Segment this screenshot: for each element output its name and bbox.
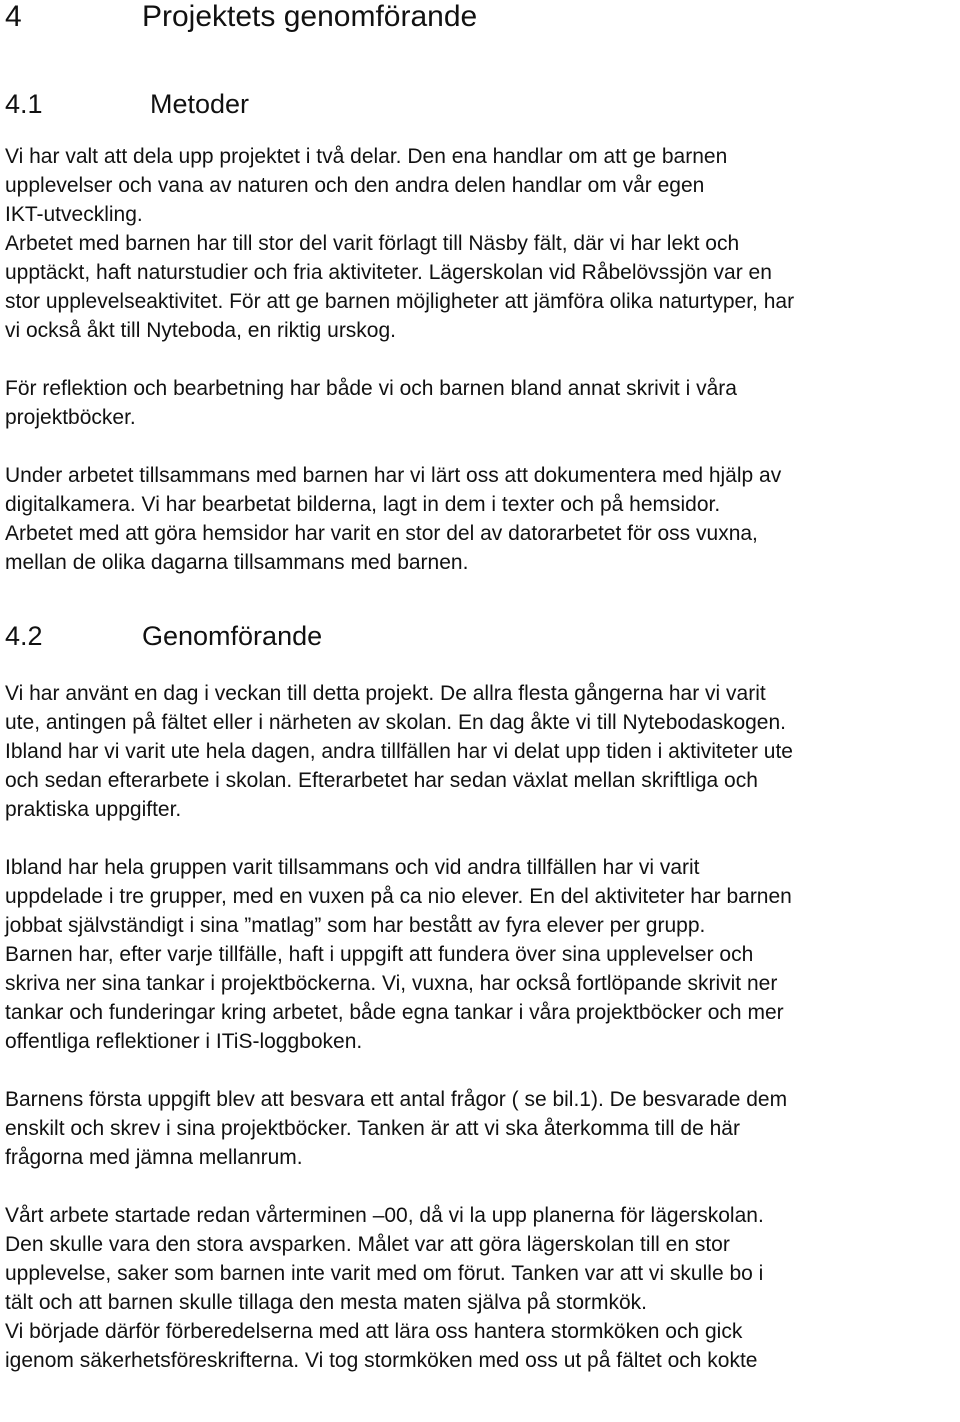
chapter-title: Projektets genomförande xyxy=(142,0,478,33)
document-page xyxy=(5,0,957,1375)
section-body-methods xyxy=(5,142,957,577)
chapter-number: 4 xyxy=(5,0,22,33)
paragraph: Barnens första uppgift blev att besvara ett antal frågor ( se bil.1). De besvarade dem enskilt och skrev i sina projektböcker. Tanken är att vi ska återkomma till de här frågorna med jämna mellanrum. xyxy=(5,1088,788,1169)
section-number: 4.1 xyxy=(5,89,43,119)
paragraph: Vi har valt att dela upp projektet i två delar. Den ena handlar om att ge barnen upplevelser och vana av naturen och den andra delen handlar om vår egen IKT-utveckling. xyxy=(5,145,728,226)
paragraph: Under arbetet tillsammans med barnen har vi lärt oss att dokumentera med hjälp av digitalkamera. Vi har bearbetat bilderna, lagt in dem i texter och på hemsidor. Arbetet med att göra hemsidor har varit en stor del av datorarbetet för oss vuxna, mellan de olika dagarna tillsammans med barnen. xyxy=(5,464,782,574)
paragraph: Vi har använt en dag i veckan till detta projekt. De allra flesta gångerna har vi varit ute, antingen på fältet eller i närheten av skolan. En dag åkte vi till Nytebodaskogen. Ibland har vi varit ute hela dagen, andra tillfällen har vi delat upp tiden i aktiviteter ute och sedan efterarbete i skolan. Efterarbetet har sedan växlat mellan skriftliga och praktiska uppgifter. xyxy=(5,682,793,821)
section-number: 4.2 xyxy=(5,621,43,651)
paragraph: För reflektion och bearbetning har både vi och barnen bland annat skrivit i våra projektböcker. xyxy=(5,377,737,429)
chapter-heading xyxy=(5,0,957,34)
section-title: Genomförande xyxy=(142,621,323,651)
paragraph: Arbetet med barnen har till stor del varit förlagt till Näsby fält, där vi har lekt och upptäckt, haft naturstudier och fria aktiviteter. Lägerskolan vid Råbelövssjön var en stor upplevelseaktivitet. För att ge barnen möjligheter att jämföra olika naturtyper, har vi också åkt till Nyteboda, en riktig urskog. xyxy=(5,232,795,342)
section-title: Metoder xyxy=(150,89,250,119)
section-heading-execution xyxy=(5,619,957,653)
paragraph: Vårt arbete startade redan vårterminen –00, då vi la upp planerna för lägerskolan. Den skulle vara den stora avsparken. Målet var att göra lägerskolan till en stor upplevelse, saker som barnen inte varit med om förut. Tanken var att vi skulle bo i tält och att barnen skulle tillaga den mesta maten själva på stormkök. Vi började därför förberedelserna med att lära oss hantera stormköken och gick igenom säkerhetsföreskrifterna. Vi tog stormköken med oss ut på fältet och kokte xyxy=(5,1204,764,1372)
paragraph: Ibland har hela gruppen varit tillsammans och vid andra tillfällen har vi varit uppdelade i tre grupper, med en vuxen på ca nio elever. En del aktiviteter har barnen jobbat självständigt i sina ”matlag” som har bestått av fyra elever per grupp. Barnen har, efter varje tillfälle, haft i uppgift att fundera över sina upplevelser och skriva ner sina tankar i projektböckerna. Vi, vuxna, har också fortlöpande skrivit ner tankar och funderingar kring arbetet, både egna tankar i våra projektböcker och mer offentliga reflektioner i ITiS-loggboken. xyxy=(5,856,792,1053)
section-body-execution xyxy=(5,679,957,1375)
section-heading-methods xyxy=(5,87,957,121)
